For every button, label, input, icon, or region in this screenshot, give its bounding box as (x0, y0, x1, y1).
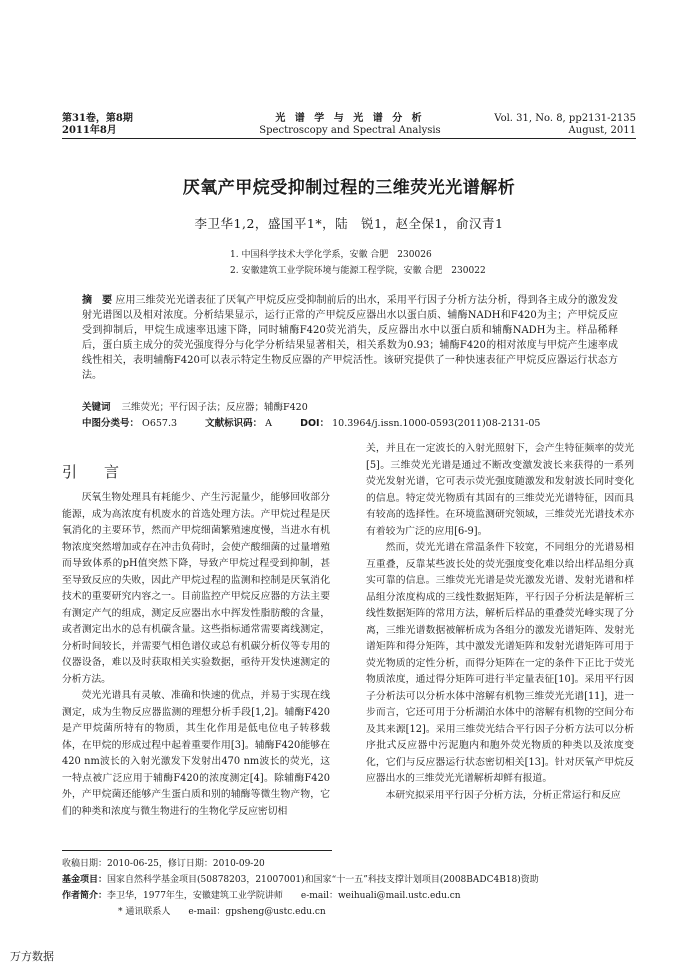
paper-title: 厌氧产甲烷受抑制过程的三维荧光光谱解析 (182, 178, 516, 198)
corresponding-author: * 通讯联系人 e-mail：gpsheng@ustc.edu.cn (118, 907, 326, 917)
issue-date-en: August, 2011 (568, 125, 636, 136)
fund-label: 基金项目： (62, 875, 108, 885)
received-date: 收稿日期：2010-06-25，修订日期：2010-09-20 (62, 859, 265, 869)
keywords-label: 关键词 (82, 402, 111, 413)
doc-code-label: 文献标识码： (205, 418, 263, 429)
volume-issue: 第31卷，第8期 (62, 113, 133, 124)
author-bio-text: 李卫华，1977年生，安徽建筑工业学院讲师 e-mail：weihuali@mail.ustc.edu.cn (107, 891, 461, 901)
journal-name-cn: 光 谱 学 与 光 谱 分 析 (275, 113, 425, 124)
paragraph: 然而，荧光光谱在常温条件下较宽，不同组分的光谱易相互重叠，反靠某些波长处的荧光强度变化难以给出样品组分真实可靠的信息。三维荧光光谱是荧光激发光谱、发射光谱和样品组分浓度构成的三线性数据矩阵，平行因子分析法是解析三线性数据矩阵的常用方法，解析后样品的重叠荧光峰实现了分离，三维光谱数据被解析成为各组分的激发光谱矩阵、发射光谱矩阵和得分矩阵，其中激发光谱矩阵和发射光谱矩阵可用于荧光物质的定性分析，而得分矩阵在一定的条件下正比于荧光物质浓度，通过得分矩阵可进行半定量表征[10]。采用平行因子分析法可以分析水体中溶解有机物三维荧光光谱[11]，进一步而言，它还可用于分析湖泊水体中的溶解有机物的空间分布及其来源[12]。采用三维荧光结合平行因子分析方法可以分析序批式反应器中污泥胞内和胞外荧光物质的种类以及浓度变化，它们与反应器运行状态密切相关[13]。针对厌氧产甲烷反应器出水的三维荧光光谱解析却鲜有报道。 (366, 542, 634, 784)
keywords-text: 三维荧光；平行因子法；反应器；辅酶F420 (121, 402, 308, 413)
right-column (366, 441, 634, 804)
watermark-text: 万方数据 (10, 950, 54, 963)
affiliation-2: 2. 安徽建筑工业学院环境与能源工程学院，安徽 合肥 230022 (230, 266, 486, 276)
paragraph: 厌氧生物处理具有耗能少、产生污泥量少，能够回收部分能源，成为高浓度有机废水的首选处理方法。产甲烷过程是厌氧消化的主要环节，然而产甲烷细菌繁殖速度慢，当进水有机物浓度突然增加或存在冲击负荷时，会使产酸细菌的过量增殖而导致体系的pH值突然下降，导致产甲烷过程受到抑制，甚至导致反应的失败，因此产甲烷过程的监测和控制是厌氧消化技术的重要研究内容之一。目前监控产甲烷反应器的方法主要有测定产气的组成，测定反应器出水中挥发性脂肪酸的含量，或者测定出水的总有机碳含量。这些指标通常需要离线测定，分析时间较长，并需要气相色谱仪或总有机碳分析仪等专用的仪器设备，难以及时获取相关实验数据，亟待开发快速测定的分析方法。 (62, 492, 330, 685)
header-volume-block (62, 113, 133, 137)
keywords (82, 400, 622, 415)
doi-label: DOI： (300, 418, 330, 429)
classification-line (82, 416, 622, 431)
doc-code: A (265, 418, 273, 429)
affiliation-1: 1. 中国科学技术大学化学系，安徽 合肥 230026 (230, 250, 432, 260)
journal-name-block (230, 113, 470, 137)
paragraph: 关，并且在一定波长的入射光照射下，会产生特征频率的荧光[5]。三维荧光光谱是通过不断改变激发波长来获得的一系列荧光发射光谱，它可表示荧光强度随激发和发射波长同时变化的信息。特定荧光物质有其固有的三维荧光光谱特征，因而具有较高的选择性。在环境监测研究领域，三维荧光光谱技术亦有着较为广泛的应用[6-9]。 (366, 443, 634, 537)
paragraph: 本研究拟采用平行因子分析方法，分析正常运行和反应 (385, 789, 621, 801)
author-list: 李卫华1,2，盛国平1*，陆 锐1，赵全保1，俞汉青1 (194, 216, 504, 231)
footnote-rule (62, 850, 332, 851)
clc-code: O657.3 (142, 418, 178, 429)
section-heading-introduction: 引 言 (62, 463, 126, 481)
header-rule (62, 138, 636, 139)
doi-value: 10.3964/j.issn.1000-0593(2011)08-2131-05 (332, 418, 541, 429)
paragraph: 荧光光谱具有灵敏、准确和快速的优点，并易于实现在线测定，成为生物反应器监测的理想分析手段[1,2]。辅酶F420是产甲烷菌所特有的物质，其生化作用是低电位电子转移载体，在甲烷的形成过程中起着重要作用[3]。辅酶F420能够在420 nm波长的入射光激发下发射出470 nm波长的荧光，这一特点被广泛应用于辅酶F420的浓度测定[4]。除辅酶F420外，产甲烷菌还能够产生蛋白质和别的辅酶等微生物产物，它们的种类和浓度与微生物进行的生物化学反应密切相 (62, 690, 330, 817)
volume-pages-en: Vol. 31, No. 8, pp2131-2135 (494, 113, 636, 124)
abstract (82, 293, 618, 383)
author-bio-line (62, 888, 642, 904)
fund-text: 国家自然科学基金项目(50878203，21007001)和国家“十一五”科技支撑计划项目(2008BADC4B18)资助 (107, 875, 539, 885)
header-pages-block (494, 113, 636, 137)
issue-date-cn: 2011年8月 (62, 125, 117, 136)
author-bio-label: 作者简介： (62, 891, 108, 901)
affiliation-list (230, 247, 486, 279)
abstract-label: 摘 要 (82, 295, 113, 306)
fund-line (62, 872, 642, 888)
left-column (62, 490, 330, 820)
footnotes (62, 856, 642, 920)
journal-name-en: Spectroscopy and Spectral Analysis (259, 125, 441, 136)
abstract-text: 应用三维荧光光谱表征了厌氧产甲烷反应受抑制前后的出水，采用平行因子分析方法分析，得到各主成分的激发发射光谱图以及相对浓度。分析结果显示，运行正常的产甲烷反应器出水以蛋白质、辅酶NADH和F420为主；产甲烷反应受到抑制后，甲烷生成速率迅速下降，同时辅酶F420荧光消失，反应器出水中以蛋白质和辅酶NADH为主。样品稀释后，蛋白质主成分的荧光强度得分与化学分析结果显著相关，相关系数为0.93；辅酶F420的相对浓度与甲烷产生速率成线性相关，表明辅酶F420可以表示特定生物反应器的产甲烷活性。该研究提供了一种快速表征产甲烷反应器运行状态方法。 (82, 295, 619, 381)
clc-label: 中图分类号： (82, 418, 140, 429)
